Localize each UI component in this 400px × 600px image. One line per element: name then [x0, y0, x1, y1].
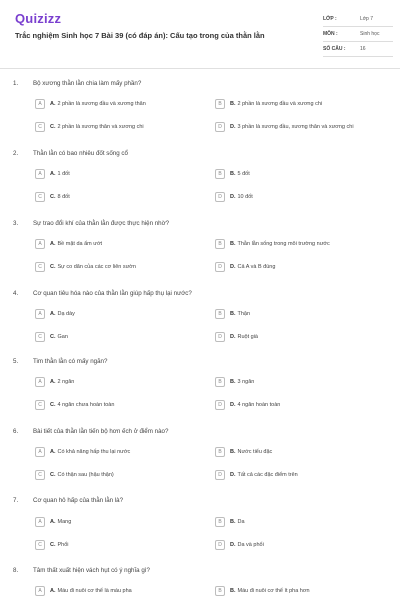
- meta-count-key: SỐ CÂU :: [323, 46, 346, 52]
- question-text: Cơ quan hô hấp của thằn lằn là?: [33, 497, 124, 504]
- question-text: Tim thằn lằn có mấy ngăn?: [33, 358, 108, 365]
- option-letter-box: B: [215, 239, 225, 249]
- option-letter-box: A: [35, 377, 45, 387]
- header-divider: [0, 68, 400, 69]
- question-number: 5.: [13, 358, 19, 365]
- option-letter-box: D: [215, 332, 225, 342]
- meta-count: [323, 43, 393, 57]
- option-letter-box: B: [215, 169, 225, 179]
- question-text: Bộ xương thằn lằn chia làm mấy phần?: [33, 80, 142, 87]
- option-letter-box: A: [35, 309, 45, 319]
- option-letter-box: C: [35, 540, 45, 550]
- page-header: [0, 0, 400, 68]
- meta-count-value: 16: [360, 46, 366, 52]
- option-letter-box: C: [35, 192, 45, 202]
- option-letter-box: B: [215, 377, 225, 387]
- question-number: 6.: [13, 428, 19, 435]
- question-number: 1.: [13, 80, 19, 87]
- meta-grade-key: LỚP :: [323, 16, 337, 22]
- question-text: Cơ quan tiêu hóa nào của thằn lằn giúp hấp thụ lại nước?: [33, 290, 192, 297]
- question-text: Sự trao đổi khí của thằn lằn được thực hiện nhờ?: [33, 220, 170, 227]
- option-letter-box: A: [35, 99, 45, 109]
- question-text: Thằn lằn có bao nhiêu đốt sống cổ: [33, 150, 128, 157]
- option-letter-box: D: [215, 540, 225, 550]
- question-number: 3.: [13, 220, 19, 227]
- option-letter-box: C: [35, 262, 45, 272]
- meta-subject-key: MÔN :: [323, 31, 338, 37]
- option-letter-box: B: [215, 447, 225, 457]
- meta-subject-value: Sinh học: [360, 31, 380, 37]
- quizizz-logo: Quizizz: [15, 11, 62, 26]
- option-letter-box: B: [215, 517, 225, 527]
- option-letter-box: C: [35, 400, 45, 410]
- option-letter-box: A: [35, 169, 45, 179]
- meta-subject: [323, 28, 393, 42]
- option-letter-box: B: [215, 586, 225, 596]
- option-letter-box: C: [35, 470, 45, 480]
- option-letter-box: A: [35, 586, 45, 596]
- question-text: Tâm thất xuất hiện vách hụt có ý nghĩa gì?: [33, 567, 150, 574]
- option-letter-box: C: [35, 332, 45, 342]
- question-text: Bài tiết của thằn lằn tiến bộ hơn ếch ở điểm nào?: [33, 428, 169, 435]
- option-letter-box: D: [215, 470, 225, 480]
- question-number: 7.: [13, 497, 19, 504]
- option-letter-box: D: [215, 400, 225, 410]
- question-number: 2.: [13, 150, 19, 157]
- option-letter-box: B: [215, 99, 225, 109]
- question-number: 4.: [13, 290, 19, 297]
- page-title: Trắc nghiệm Sinh học 7 Bài 39 (có đáp án): Cấu tạo trong của thằn lằn: [15, 31, 265, 40]
- option-letter-box: D: [215, 122, 225, 132]
- meta-grade-value: Lớp 7: [360, 16, 374, 22]
- question-number: 8.: [13, 567, 19, 574]
- option-letter-box: B: [215, 309, 225, 319]
- option-letter-box: A: [35, 239, 45, 249]
- option-letter-box: C: [35, 122, 45, 132]
- option-letter-box: A: [35, 447, 45, 457]
- option-letter-box: D: [215, 192, 225, 202]
- meta-grade: [323, 13, 393, 27]
- option-letter-box: A: [35, 517, 45, 527]
- option-letter-box: D: [215, 262, 225, 272]
